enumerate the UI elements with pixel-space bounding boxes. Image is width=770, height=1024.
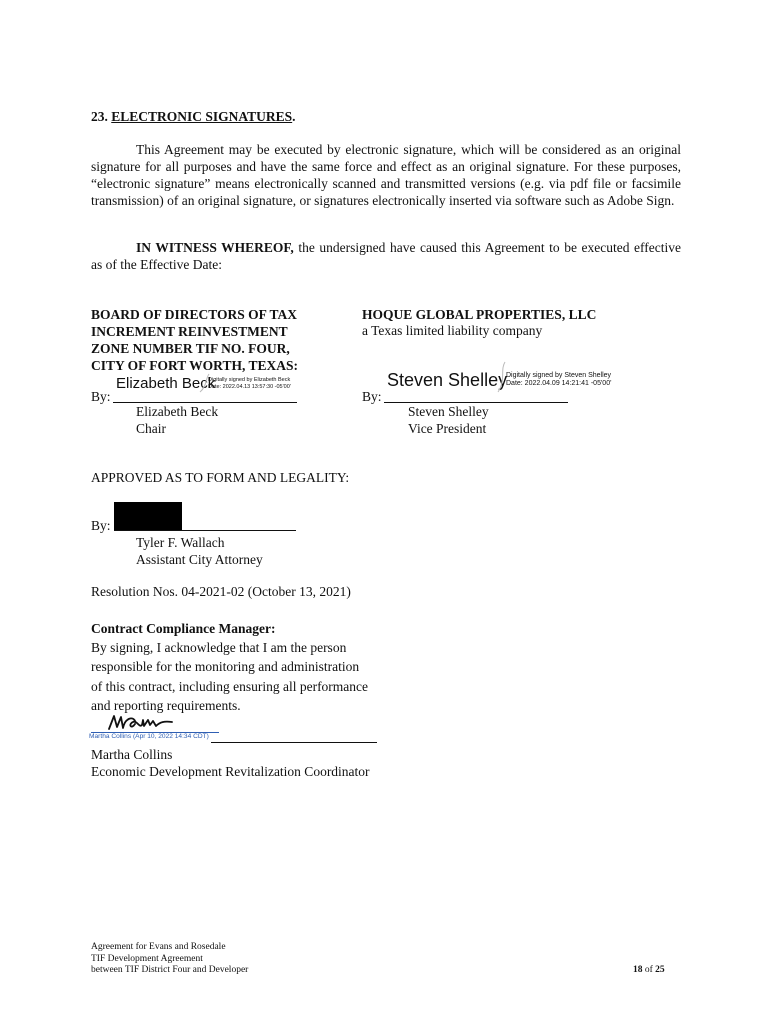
footer-line: Agreement for Evans and Rosedale: [91, 942, 226, 952]
right-digital-stamp: [506, 372, 611, 388]
right-signer-title: Vice President: [408, 421, 487, 436]
witness-rest: the undersigned have caused this Agreement to be executed effective as of the Effective Date:: [91, 240, 681, 272]
footer-line: TIF Development Agreement: [91, 953, 203, 964]
right-by-label: By:: [362, 389, 382, 404]
approval-signer-name: Tyler F. Wallach: [136, 535, 225, 550]
page-of: of: [644, 965, 653, 975]
approval-by-label: By:: [91, 518, 111, 533]
compliance-signer-name: Martha Collins: [91, 747, 173, 762]
left-digital-stamp: [208, 377, 291, 390]
page-total: 25: [655, 965, 665, 975]
witness-bold: IN WITNESS WHEREOF,: [136, 240, 294, 255]
footer-line: between TIF District Four and Developer: [91, 965, 249, 975]
right-signer-name: Steven Shelley: [408, 404, 489, 419]
compliance-statement: [91, 638, 391, 715]
compliance-line: responsible for the monitoring and administration: [91, 659, 360, 675]
left-party-line: CITY OF FORT WORTH, TEXAS:: [91, 358, 298, 373]
witness-paragraph: [91, 239, 681, 273]
left-signer-title: Chair: [136, 421, 166, 436]
left-party-line: BOARD OF DIRECTORS OF TAX: [91, 307, 298, 322]
left-digital-line2: Date: 2022.04.13 13:57:30 -05'00': [208, 383, 291, 390]
left-signature: Elizabeth Beck: [116, 375, 216, 392]
electronic-signature-paragraph: This Agreement may be executed by electronic signature, which will be considered as an original signature for all purposes and have the same force and effect as an original signature. For these purposes, “electronic signature” means electronically scanned and transmitted versions (e.g. via pdf file or facsimile transmission) of an original signature, or signatures electronically inserted via software such as Adobe Sign.: [91, 142, 681, 208]
section-title-period: .: [292, 109, 296, 124]
compliance-signer-title: Economic Development Revitalization Coordinator: [91, 764, 370, 779]
right-signature: Steven Shelley: [387, 370, 508, 390]
left-party-name: [91, 306, 351, 374]
right-party-subtitle: a Texas limited liability company: [362, 323, 543, 338]
redaction-box: [114, 502, 182, 530]
approval-signer-title: Assistant City Attorney: [136, 552, 263, 567]
left-signer-name: Elizabeth Beck: [136, 404, 219, 419]
page-number: [633, 965, 665, 977]
right-party-name: HOQUE GLOBAL PROPERTIES, LLC: [362, 307, 597, 322]
compliance-sign-stamp: Martha Collins (Apr 10, 2022 14:34 CDT): [89, 733, 209, 740]
footer-left: [91, 942, 248, 977]
right-digital-line2: Date: 2022.04.09 14:21:41 -05'00': [506, 380, 612, 387]
page-current: 18: [633, 965, 643, 975]
section-title: ELECTRONIC SIGNATURES: [111, 109, 293, 124]
section-number: 23.: [91, 109, 108, 124]
compliance-signature-line: [211, 742, 377, 743]
resolution-text: Resolution Nos. 04-2021-02 (October 13, 2021): [91, 584, 351, 599]
approval-heading: APPROVED AS TO FORM AND LEGALITY:: [91, 470, 350, 485]
compliance-line: By signing, I acknowledge that I am the person: [91, 640, 347, 655]
left-digital-line1: Digitally signed by Elizabeth Beck: [208, 377, 291, 383]
section-heading: [91, 109, 296, 125]
compliance-signature-image: [106, 712, 178, 734]
compliance-line: of this contract, including ensuring all performance: [91, 678, 369, 694]
compliance-heading: Contract Compliance Manager:: [91, 621, 276, 636]
left-party-line: ZONE NUMBER TIF NO. FOUR,: [91, 341, 290, 356]
left-party-line: INCREMENT REINVESTMENT: [91, 324, 288, 339]
left-by-label: By:: [91, 389, 111, 404]
right-digital-line1: Digitally signed by Steven Shelley: [506, 372, 612, 379]
compliance-line: and reporting requirements.: [91, 697, 241, 713]
approval-signature-line: [114, 530, 296, 531]
